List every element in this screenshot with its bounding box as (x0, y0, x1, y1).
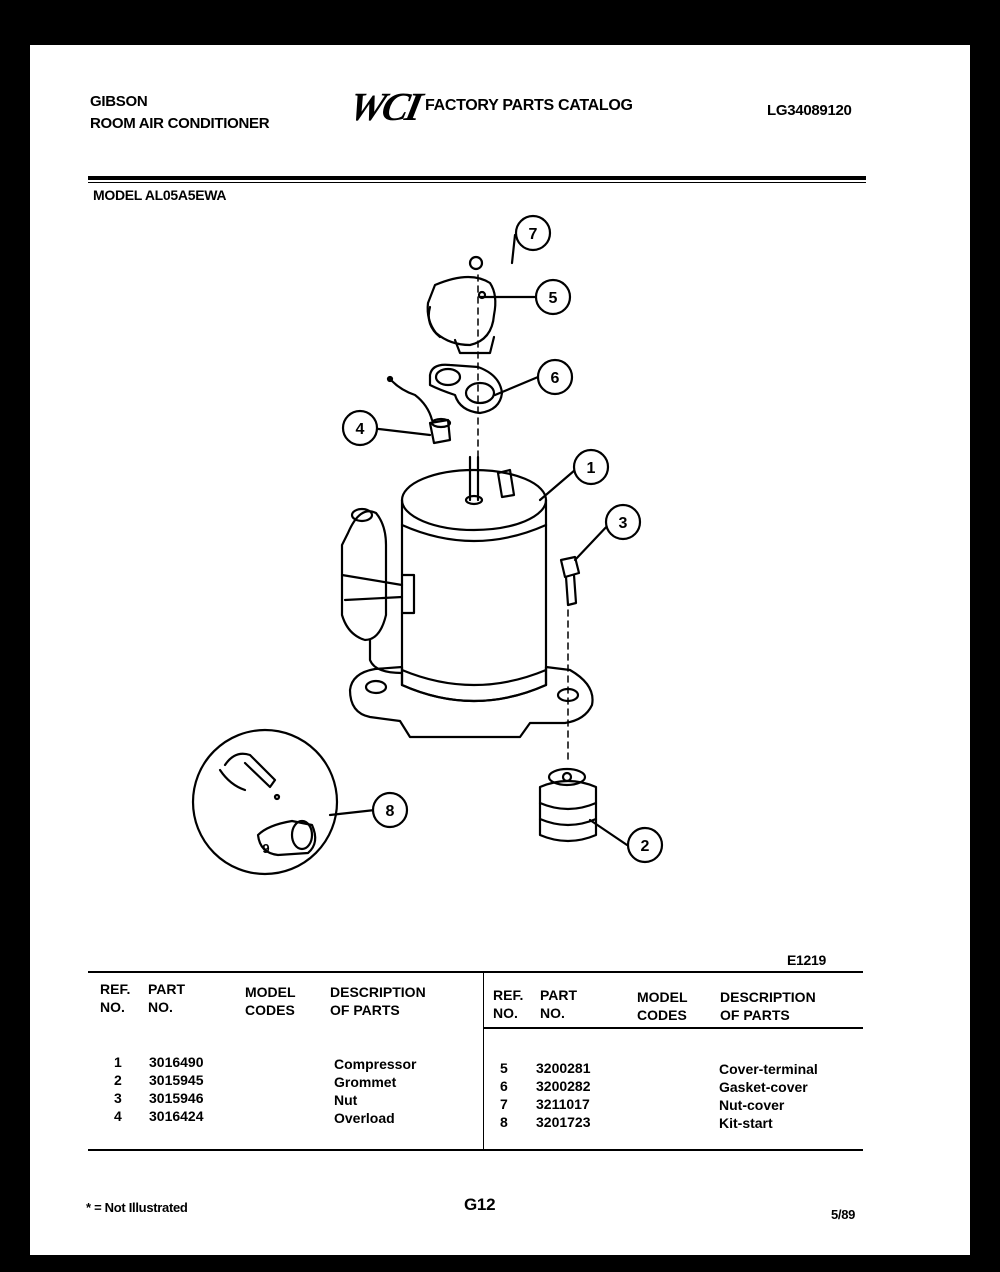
table-bottom-rule (88, 1149, 863, 1151)
model-line: MODEL AL05A5EWA (93, 187, 227, 203)
part-cover-terminal (428, 277, 496, 353)
right-desc-column: Cover-terminal Gasket-cover Nut-cover Kit-start (719, 1061, 818, 1131)
exploded-parts-diagram (30, 45, 970, 945)
inset-label-9: 9 (262, 841, 270, 856)
header-model-codes-right: MODEL CODES (637, 989, 688, 1023)
callout-1: 1 (586, 460, 596, 477)
callout-7: 7 (528, 226, 538, 243)
wci-logo: WCI (345, 84, 424, 129)
part-nut-cover (470, 257, 482, 269)
right-part-column: 3200281 3200282 3211017 3201723 (536, 1060, 591, 1130)
table-header-rule (483, 1027, 863, 1029)
header-model-codes-left: MODEL CODES (245, 984, 296, 1018)
callout-3: 3 (618, 515, 628, 532)
right-ref-column (500, 1059, 508, 1131)
catalog-title: FACTORY PARTS CATALOG (425, 97, 633, 114)
header-part-no-left: PART NO. (148, 981, 186, 1015)
header-ref-no-left: REF. NO. (100, 981, 131, 1015)
table-row: 5 (500, 1060, 508, 1076)
revision-date: 5/89 (831, 1207, 856, 1222)
table-row: 7 (500, 1096, 508, 1112)
table-row: 3 (114, 1090, 122, 1106)
catalog-number: LG34089120 (767, 102, 852, 119)
header-part-no-right: PART NO. (540, 987, 578, 1021)
page-code: G12 (464, 1195, 496, 1214)
callout-6: 6 (550, 370, 560, 387)
part-grommet (540, 769, 596, 841)
header-ref-no-right: REF. NO. (493, 987, 524, 1021)
figure-code: E1219 (787, 952, 826, 968)
product-name: ROOM AIR CONDITIONER (90, 115, 270, 132)
part-nut (561, 557, 579, 605)
callout-8: 8 (385, 803, 395, 820)
footnote: * = Not Illustrated (86, 1200, 188, 1215)
part-gasket-cover (430, 365, 502, 413)
table-row: 1 (114, 1054, 122, 1070)
table-row: 2 (114, 1072, 122, 1088)
part-accumulator (342, 509, 414, 673)
table-row: 8 (500, 1114, 508, 1130)
callout-5: 5 (548, 290, 558, 307)
left-part-column: 3016490 3015945 3015946 3016424 (149, 1054, 204, 1124)
callout-2: 2 (640, 838, 650, 855)
brand-name: GIBSON (90, 93, 148, 110)
header-description-left: DESCRIPTION OF PARTS (330, 984, 426, 1018)
table-divider (483, 971, 484, 1151)
callout-4: 4 (355, 421, 365, 438)
left-desc-column: Compressor Grommet Nut Overload (334, 1056, 417, 1126)
catalog-page (30, 45, 970, 1255)
table-top-rule (88, 971, 863, 973)
header-description-right: DESCRIPTION OF PARTS (720, 989, 816, 1023)
left-ref-column (114, 1053, 122, 1125)
table-row: 4 (114, 1108, 122, 1124)
table-row: 6 (500, 1078, 508, 1094)
